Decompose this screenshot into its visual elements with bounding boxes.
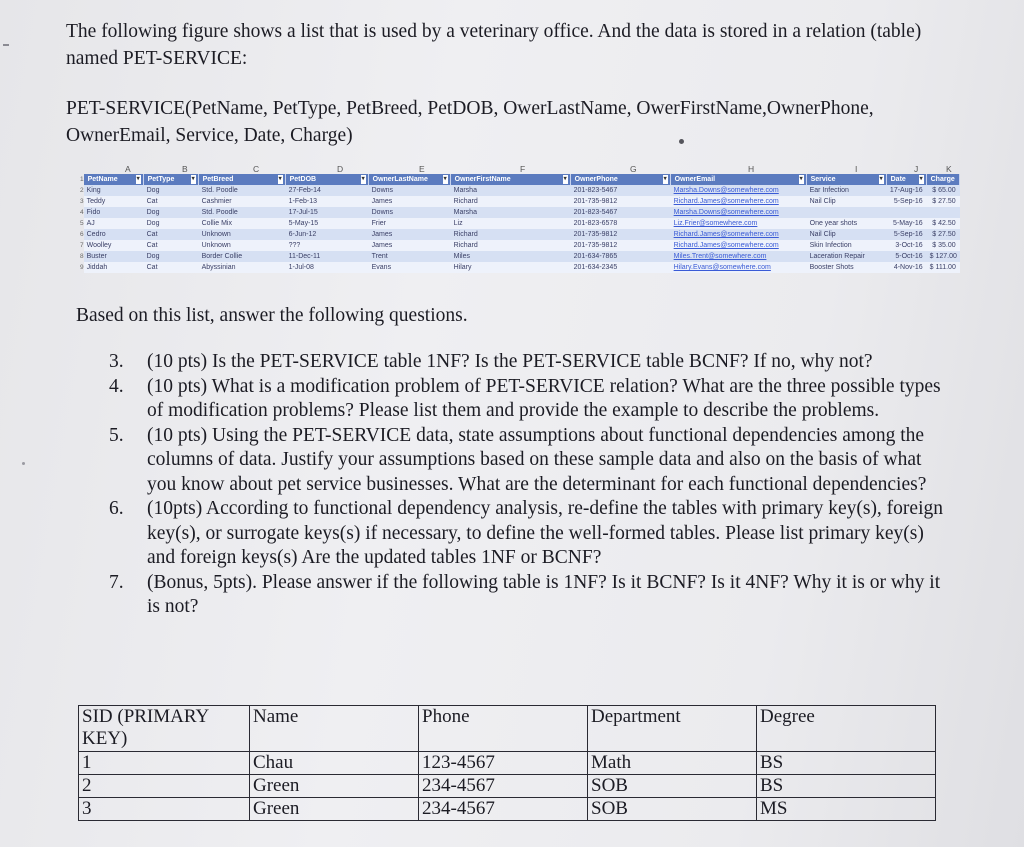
cell-ownerphone: 201-735-9812: [573, 231, 618, 238]
question-text: (10pts) According to functional dependency analysis, re-define the tables with primary key(s), foreign key(s), or surrogate keys(s) if necessary, to define the well-formed tables. Please list primary key(s) and foreign keys(s) Are the updated tables 1NF or BCNF?: [147, 498, 943, 568]
spreadsheet-row: [84, 207, 960, 218]
header-sid: SID (PRIMARY KEY): [79, 706, 250, 752]
cell-charge: $ 35.00: [932, 242, 956, 249]
question-number: 7.: [109, 571, 124, 593]
cell-ownerfirstname: Richard: [453, 242, 478, 249]
table-row: [79, 775, 936, 798]
cell-petbreed: Unknown: [201, 242, 231, 249]
cell-department: SOB: [588, 775, 757, 798]
column-letter: D: [337, 164, 344, 174]
cell-petbreed: Abyssinian: [201, 264, 236, 271]
cell-degree: BS: [757, 775, 936, 798]
cell-ownerlastname: James: [371, 242, 393, 249]
cell-ownerfirstname: Miles: [453, 253, 470, 260]
header-ownerlastname: OwnerLastName ▾: [369, 174, 451, 185]
cell-pettype: Cat: [146, 231, 158, 238]
cell-ownerphone: 201-823-5467: [573, 209, 618, 216]
cell-ownerlastname: Trent: [371, 253, 388, 260]
row-number: 3: [80, 198, 84, 205]
header-petdob: PetDOB ▾: [286, 174, 369, 185]
spreadsheet-row: [84, 251, 960, 262]
cell-owneremail: Liz.Frier@somewhere.com: [673, 220, 758, 227]
spreadsheet-row: [84, 229, 960, 240]
edge-mark: [3, 44, 9, 46]
header-ownerfirstname: OwnerFirstName ▾: [451, 174, 571, 185]
cell-ownerfirstname: Richard: [453, 198, 478, 205]
header-date: Date ▾: [887, 174, 927, 185]
question-item: [109, 571, 954, 620]
cell-ownerfirstname: Liz: [453, 220, 463, 227]
spreadsheet-header-row: [84, 174, 960, 185]
cell-sid: 2: [79, 775, 250, 798]
cell-date: 5-Sep-16: [893, 198, 923, 205]
cell-petname: AJ: [86, 220, 95, 227]
question-number: 3.: [109, 351, 124, 372]
cell-petname: Cedro: [86, 231, 106, 238]
cell-ownerlastname: Downs: [371, 209, 394, 216]
cell-petname: Jiddah: [86, 264, 108, 271]
cell-date: 5-Sep-16: [893, 231, 923, 238]
column-letter: A: [125, 164, 131, 174]
cell-owneremail: Richard.James@somewhere.com: [673, 198, 779, 205]
questions-prompt: Based on this list, answer the following questions.: [76, 305, 468, 326]
row-number: 4: [80, 209, 84, 216]
cell-petname: Fido: [86, 209, 101, 216]
cell-ownerphone: 201-634-7865: [573, 253, 618, 260]
cell-service: Nail Clip: [809, 198, 836, 205]
cell-service: Skin Infection: [809, 242, 852, 249]
cell-service: Laceration Repair: [809, 253, 865, 260]
relation-schema: PET-SERVICE(PetName, PetType, PetBreed, PetDOB, OwerLastName, OwerFirstName,OwnerPhone, OwnerEmail, Service, Date, Charge): [66, 98, 874, 146]
cell-ownerlastname: Downs: [371, 187, 394, 194]
header-petname: PetName ▾: [84, 174, 144, 185]
spreadsheet-row: [84, 196, 960, 207]
cell-petdob: 1-Jul-08: [288, 264, 314, 271]
cell-ownerphone: 201-735-9812: [573, 242, 618, 249]
question-text: (10 pts) Is the PET-SERVICE table 1NF? Is the PET-SERVICE table BCNF? If no, why not?: [147, 351, 873, 372]
cell-ownerphone: 201-823-5467: [573, 187, 618, 194]
cell-date: 17-Aug-16: [889, 187, 923, 194]
cell-owneremail: Marsha.Downs@somewhere.com: [673, 209, 779, 216]
column-letter: K: [946, 164, 952, 174]
cell-service: Ear Infection: [809, 187, 849, 194]
cell-petdob: 17-Jul-15: [288, 209, 318, 216]
cell-sid: 3: [79, 798, 250, 821]
cell-date: 4-Nov-16: [893, 264, 923, 271]
cell-phone: 234-4567: [419, 775, 588, 798]
header-charge: Charge ▾: [927, 174, 960, 185]
cell-charge: $ 42.50: [932, 220, 956, 227]
cell-petname: King: [86, 187, 101, 194]
table-row: [79, 752, 936, 775]
cell-service: One year shots: [809, 220, 858, 227]
question-item: [109, 424, 954, 498]
student-table-header: [79, 706, 936, 752]
row-number: 7: [80, 242, 84, 249]
cell-name: Chau: [250, 752, 419, 775]
column-letter: H: [748, 164, 755, 174]
cell-pettype: Dog: [146, 253, 160, 260]
row-number: 9: [80, 264, 84, 271]
header-service: Service ▾: [807, 174, 887, 185]
column-letter: J: [914, 164, 919, 174]
column-letter: F: [520, 164, 526, 174]
cell-owneremail: Richard.James@somewhere.com: [673, 242, 779, 249]
cell-pettype: Cat: [146, 264, 158, 271]
cell-petbreed: Cashmier: [201, 198, 232, 205]
student-table: [78, 705, 936, 821]
cell-degree: BS: [757, 752, 936, 775]
cell-service: [807, 207, 887, 218]
header-degree: Degree: [757, 706, 936, 752]
cell-petdob: 27-Feb-14: [288, 187, 321, 194]
cell-pettype: Dog: [146, 220, 160, 227]
column-letter: B: [182, 164, 188, 174]
cell-date: 5-Oct-16: [895, 253, 923, 260]
cell-petbreed: Collie Mix: [201, 220, 232, 227]
spreadsheet-image: [80, 163, 957, 273]
cell-service: Nail Clip: [809, 231, 836, 238]
cell-department: Math: [588, 752, 757, 775]
column-letter: E: [419, 164, 425, 174]
cell-charge: [927, 207, 960, 218]
cell-ownerfirstname: Marsha: [453, 209, 477, 216]
row-number: 6: [80, 231, 84, 238]
question-number: 6.: [109, 498, 124, 519]
cell-ownerfirstname: Hilary: [453, 264, 472, 271]
column-letter: I: [855, 164, 858, 174]
cell-ownerlastname: Evans: [371, 264, 392, 271]
cell-ownerphone: 201-735-9812: [573, 198, 618, 205]
cell-date: 5-May-16: [893, 220, 923, 227]
header-pettype: PetType ▾: [144, 174, 199, 185]
cell-owneremail: Richard.James@somewhere.com: [673, 231, 779, 238]
question-text: (10 pts) What is a modification problem of PET-SERVICE relation? What are the three possible types of modification problems? Please list them and provide the example to describe the problems.: [147, 375, 941, 421]
cell-owneremail: Hilary.Evans@somewhere.com: [673, 264, 771, 271]
header-ownerphone: OwnerPhone ▾: [571, 174, 671, 185]
cell-ownerphone: 201-634-2345: [573, 264, 618, 271]
spreadsheet-row: [84, 185, 960, 196]
cell-pettype: Cat: [146, 198, 158, 205]
header-owneremail: OwnerEmail ▾: [671, 174, 807, 185]
row-number: 5: [80, 220, 84, 227]
cell-charge: $ 27.50: [932, 198, 956, 205]
cell-petdob: 1-Feb-13: [288, 198, 318, 205]
row-number: 2: [80, 187, 84, 194]
cell-owneremail: Marsha.Downs@somewhere.com: [673, 187, 779, 194]
question-number: 4.: [109, 375, 124, 397]
cell-owneremail: Miles.Trent@somewhere.com: [673, 253, 767, 260]
cell-name: Green: [250, 798, 419, 821]
cell-petname: Woolley: [86, 242, 112, 249]
question-list: [109, 350, 954, 620]
column-letter: C: [253, 164, 260, 174]
row-number: 1: [80, 176, 84, 183]
spreadsheet-row: [84, 240, 960, 251]
cell-service: Booster Shots: [809, 264, 854, 271]
cell-petdob: 6-Jun-12: [288, 231, 317, 238]
cell-petname: Teddy: [86, 198, 106, 205]
question-item: [109, 350, 954, 375]
row-number: 8: [80, 253, 84, 260]
question-item: [109, 375, 954, 424]
cell-date: 3-Oct-16: [895, 242, 923, 249]
header-petbreed: PetBreed ▾: [199, 174, 286, 185]
question-text: (10 pts) Using the PET-SERVICE data, state assumptions about functional dependencies among the columns of data. Justify your assumptions based on these sample data and also on the basis of what you know about pet service businesses. What are the determinant for each functional dependencies?: [147, 424, 927, 495]
header-department: Department: [588, 706, 757, 752]
cell-phone: 234-4567: [419, 798, 588, 821]
cell-phone: 123-4567: [419, 752, 588, 775]
question-text: (Bonus, 5pts). Please answer if the following table is 1NF? Is it BCNF? Is it 4NF? Why it is or why it is not?: [147, 571, 941, 617]
cell-ownerlastname: James: [371, 198, 393, 205]
spreadsheet-rows: [84, 185, 960, 273]
cell-petdob: 11-Dec-11: [288, 253, 321, 260]
cell-charge: $ 111.00: [929, 264, 956, 271]
spreadsheet-row: [84, 218, 960, 229]
cell-petbreed: Border Collie: [201, 253, 243, 260]
cell-ownerphone: 201-823-6578: [573, 220, 618, 227]
table-row: [79, 798, 936, 821]
cell-pettype: Cat: [146, 242, 158, 249]
cell-pettype: Dog: [146, 209, 160, 216]
cell-charge: $ 27.50: [932, 231, 956, 238]
stray-dot: [22, 462, 25, 465]
spreadsheet-row: [84, 262, 960, 273]
cell-department: SOB: [588, 798, 757, 821]
cell-ownerlastname: Frier: [371, 220, 387, 227]
column-letter: G: [630, 164, 637, 174]
cell-date: [887, 207, 927, 218]
cell-ownerfirstname: Richard: [453, 231, 478, 238]
cell-ownerlastname: James: [371, 231, 393, 238]
cell-petdob: 5-May-15: [288, 220, 319, 227]
cell-ownerfirstname: Marsha: [453, 187, 477, 194]
cell-degree: MS: [757, 798, 936, 821]
cell-petbreed: Unknown: [201, 231, 231, 238]
header-phone: Phone: [419, 706, 588, 752]
question-item: [109, 497, 954, 571]
column-letters: [80, 163, 954, 174]
cell-petname: Buster: [86, 253, 107, 260]
cell-pettype: Dog: [146, 187, 160, 194]
cell-charge: $ 65.00: [932, 187, 956, 194]
cell-sid: 1: [79, 752, 250, 775]
cell-petbreed: Std. Poodle: [201, 209, 238, 216]
cell-charge: $ 127.00: [929, 253, 957, 260]
question-number: 5.: [109, 424, 124, 446]
header-name: Name: [250, 706, 419, 752]
cell-name: Green: [250, 775, 419, 798]
cell-petdob: ???: [288, 242, 301, 249]
intro-paragraph: The following figure shows a list that is used by a veterinary office. And the data is stored in a relation (table) named PET-SERVICE:: [66, 21, 922, 69]
cell-petbreed: Std. Poodle: [201, 187, 238, 194]
